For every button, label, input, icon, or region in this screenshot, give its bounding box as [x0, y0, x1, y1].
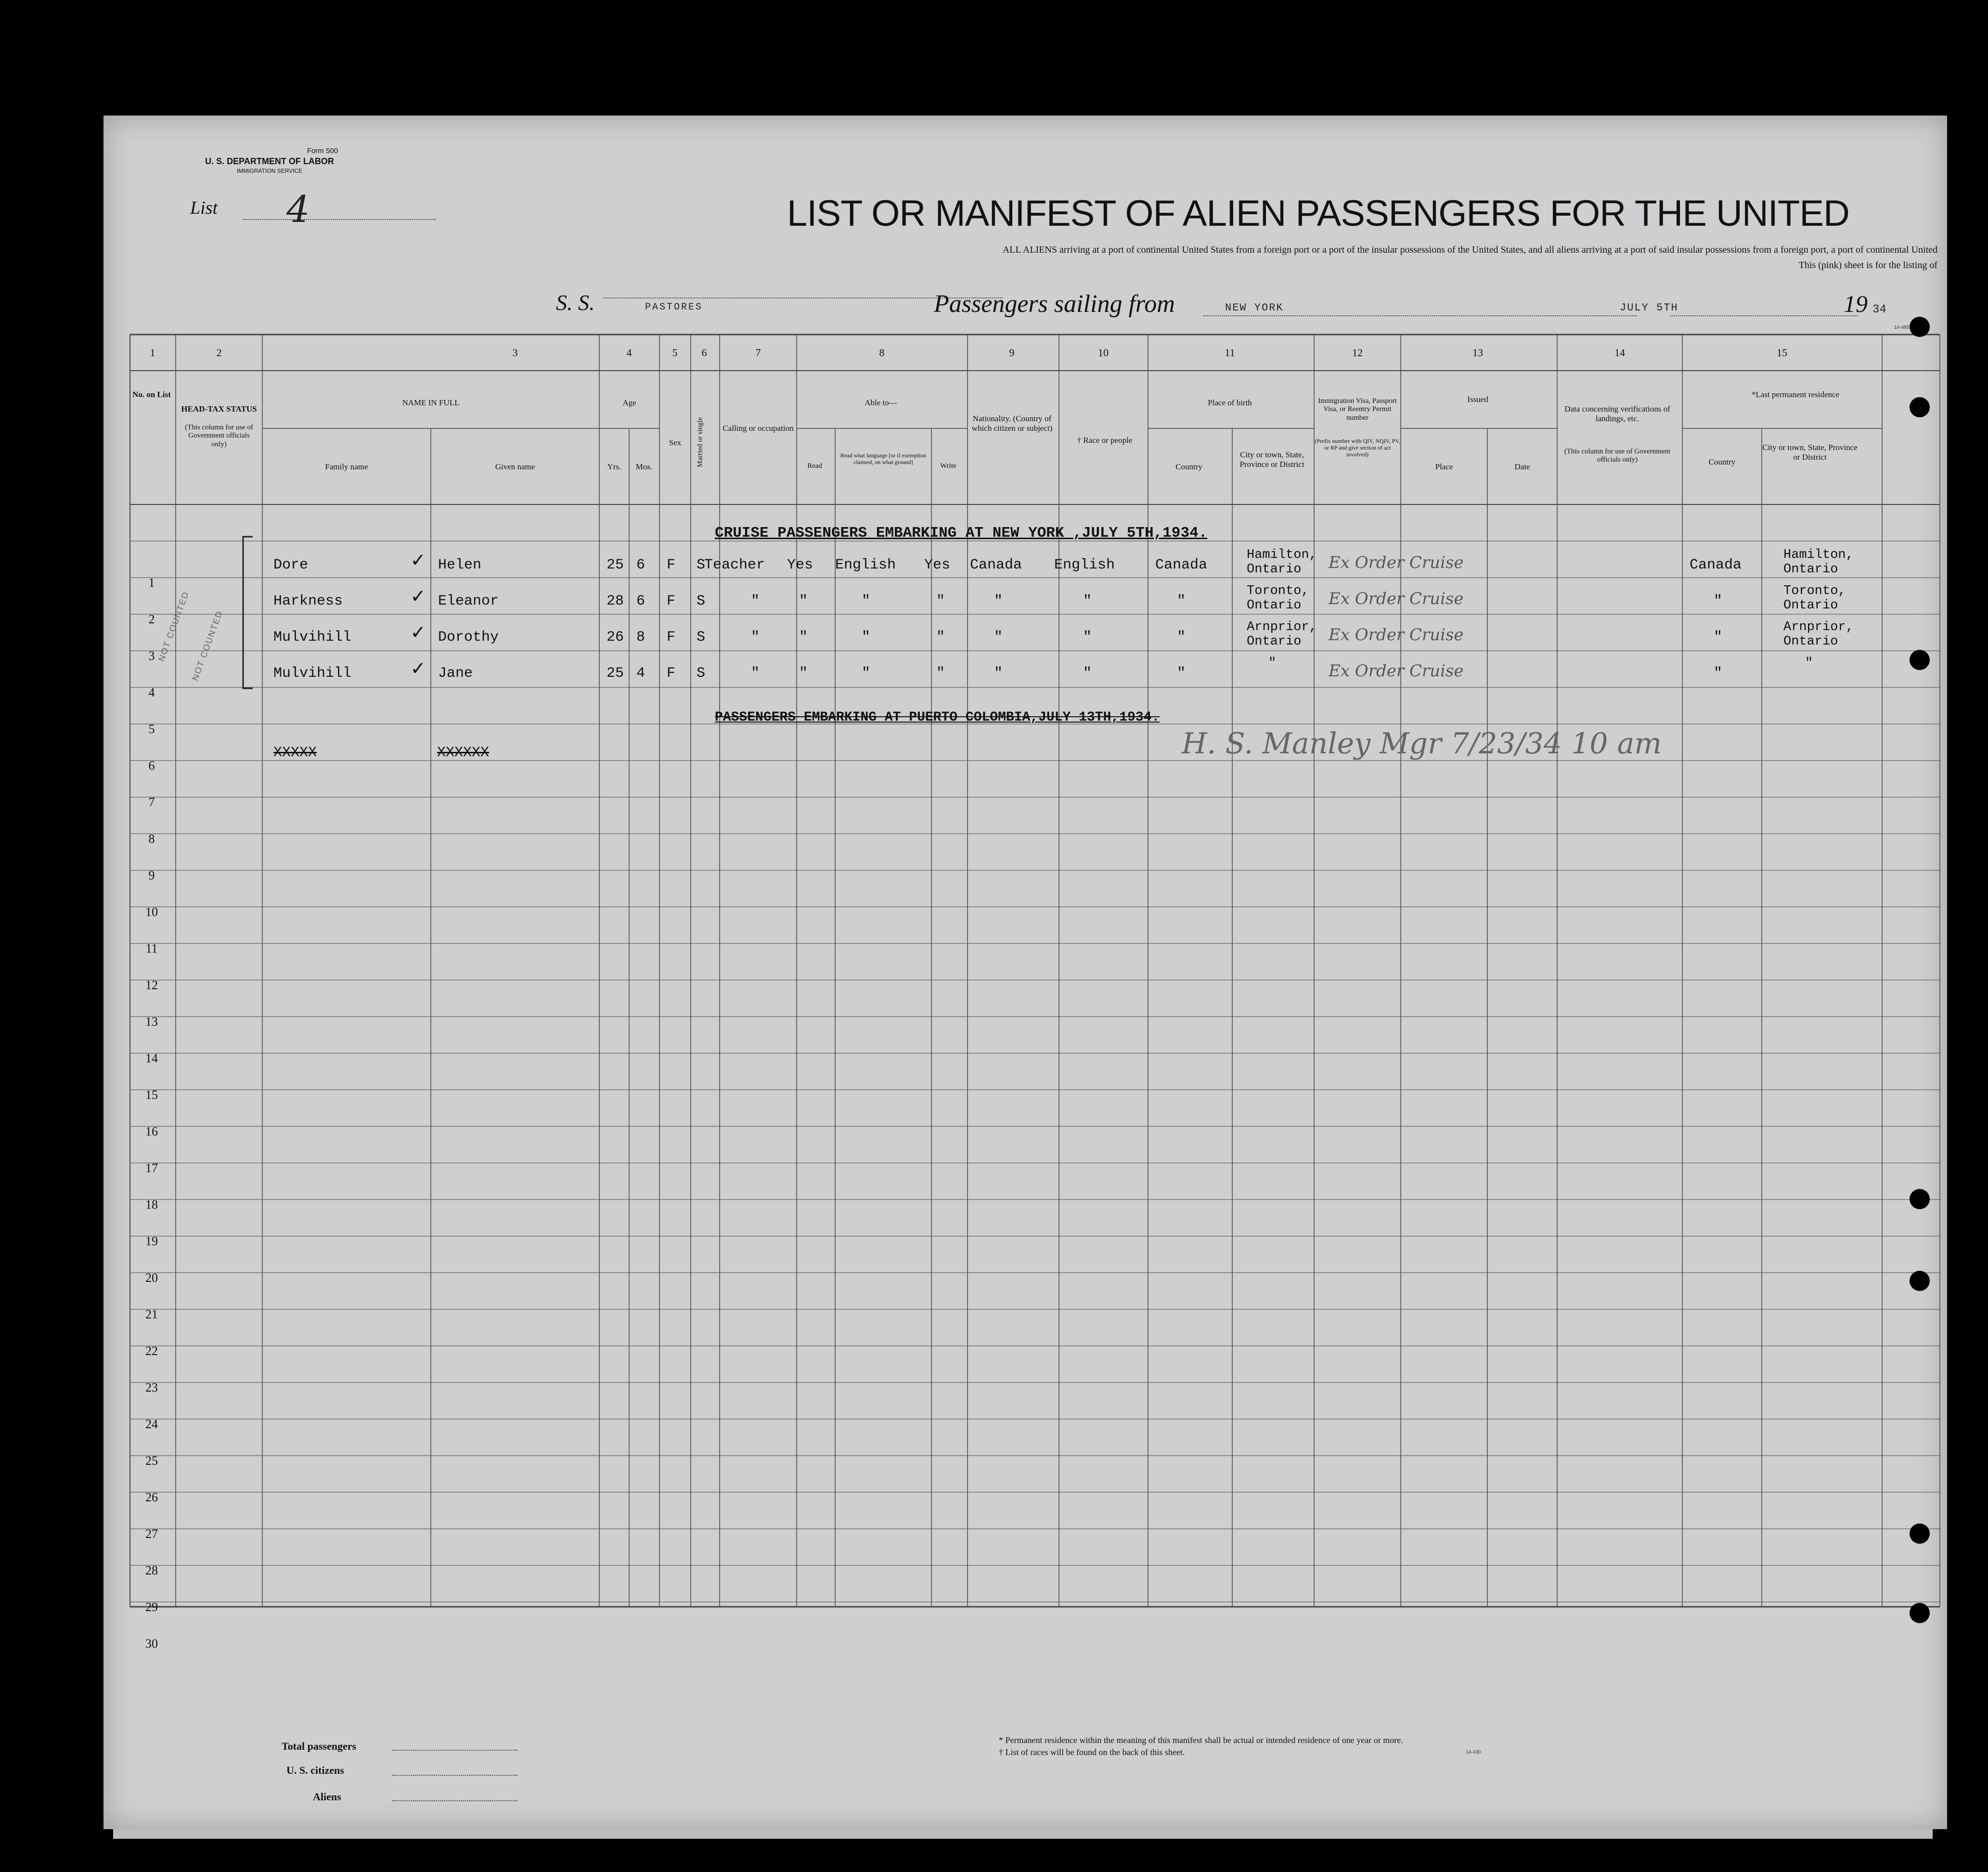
passenger-sex: F: [667, 557, 676, 573]
hdr-mos: Mos.: [635, 462, 653, 471]
passenger-can-write: ": [936, 629, 945, 646]
punch-hole: [1910, 1603, 1930, 1623]
punch-hole: [1910, 317, 1930, 337]
row-number: 12: [145, 978, 158, 992]
hdr-write: Write: [940, 462, 956, 470]
passenger-given-name: Eleanor: [438, 593, 499, 609]
row-number: 26: [145, 1490, 158, 1504]
row-number: 10: [145, 905, 158, 919]
row-number: 28: [145, 1563, 158, 1577]
row-number: 4: [148, 685, 155, 699]
passenger-occupation: ": [751, 593, 760, 609]
not-counted-stamp-2: NOT COUNTED: [190, 609, 225, 682]
hdr-read: Read: [807, 462, 822, 470]
column-number: 4: [626, 347, 632, 359]
row-number: 17: [145, 1161, 158, 1175]
column-number: 5: [672, 347, 678, 359]
hdr-head-tax: HEAD-TAX STATUS: [181, 404, 257, 413]
passenger-occupation: Teacher: [704, 557, 765, 573]
hdr-yrs: Yrs.: [607, 462, 621, 471]
passenger-age-months: 6: [636, 557, 645, 573]
passenger-family-name: Mulvihill: [273, 665, 352, 682]
passenger-birth-province: Ontario: [1247, 562, 1302, 577]
row-number: 6: [148, 759, 155, 773]
hdr-family-name: Family name: [325, 462, 368, 471]
column-number: 12: [1352, 347, 1363, 359]
check-mark: ✓: [412, 549, 425, 573]
hdr-issued: Issued: [1467, 395, 1488, 404]
passenger-age-years: 28: [607, 593, 624, 609]
hdr-res-city: City or town, State, Province or District: [1762, 443, 1858, 462]
column-number: 11: [1225, 347, 1235, 359]
passenger-can-read: ": [799, 593, 808, 609]
sailing-label: Passengers sailing from: [934, 290, 1175, 318]
passenger-given-name: Helen: [438, 557, 482, 573]
row-number: 19: [145, 1234, 158, 1248]
passenger-language: English: [835, 557, 896, 573]
passenger-birth-city: ": [1268, 656, 1277, 671]
row6-family: XXXXX: [273, 745, 317, 761]
manifest-subtitle-1: ALL ALIENS arriving at a port of continental United States from a foreign port or a port of the insular possessions of the United States, and all aliens arriving at a port of said insular possessions from a foreign port, a port of continental United: [1002, 245, 1937, 255]
passenger-age-years: 25: [607, 557, 624, 573]
hdr-sex: Sex: [669, 438, 682, 447]
row-number: 24: [145, 1417, 158, 1431]
passenger-race: English: [1054, 557, 1115, 573]
passenger-birth-province: Ontario: [1247, 598, 1302, 613]
hdr-name-in-full: NAME IN FULL: [402, 398, 460, 407]
hdr-data-concerning: Data concerning verifications of landings, etc.: [1564, 404, 1670, 423]
passenger-age-years: 25: [607, 665, 624, 682]
year-suffix: 34: [1872, 303, 1886, 316]
row-number: 21: [145, 1307, 158, 1321]
corner-code: 14-485: [1894, 325, 1910, 330]
passenger-sex: F: [667, 665, 676, 682]
passenger-birth-city: Hamilton,: [1247, 548, 1317, 562]
passenger-residence-province: Ontario: [1783, 598, 1838, 613]
column-number: 15: [1777, 347, 1787, 359]
hdr-race: † Race or people: [1077, 436, 1133, 445]
passenger-race: ": [1083, 593, 1092, 609]
hdr-no-on-list: No. on List: [132, 390, 171, 399]
footnote-races: † List of races will be found on the back of this sheet.: [999, 1747, 1185, 1757]
hdr-last-residence: *Last permanent residence: [1751, 390, 1840, 399]
passenger-nationality: ": [994, 665, 1003, 682]
row-number: 27: [145, 1527, 158, 1541]
passenger-visa: Ex Order Cruise: [1329, 553, 1464, 572]
aliens-field[interactable]: [392, 1800, 517, 1801]
total-passengers-field[interactable]: [392, 1750, 517, 1751]
column-number: 13: [1472, 347, 1483, 359]
column-number: 3: [512, 347, 518, 359]
total-passengers-label: Total passengers: [282, 1740, 357, 1752]
list-number: 4: [286, 188, 310, 231]
passenger-can-read: ": [799, 629, 808, 646]
passenger-can-read: ": [799, 665, 808, 682]
passenger-marital-status: S: [697, 593, 706, 609]
check-mark: ✓: [412, 658, 425, 682]
passenger-can-read: Yes: [787, 557, 813, 573]
passenger-language: ": [862, 593, 871, 609]
hdr-country: Country: [1175, 462, 1202, 471]
row-number: 20: [145, 1271, 158, 1285]
hdr-read-what: Read what language [or if exemption claimed, on what ground]: [840, 452, 927, 465]
passenger-nationality: ": [994, 593, 1003, 609]
passenger-occupation: ": [751, 665, 760, 682]
row-number: 8: [148, 832, 155, 846]
passenger-marital-status: S: [697, 629, 706, 646]
row-number: 1: [148, 576, 155, 590]
service: IMMIGRATION SERVICE: [236, 168, 303, 174]
punch-hole: [1910, 650, 1930, 670]
passenger-can-write: ": [936, 665, 945, 682]
inspector-signature: H. S. Manley Mgr 7/23/34 10 am: [1182, 727, 1662, 761]
check-mark: ✓: [412, 621, 425, 646]
passenger-age-months: 4: [636, 665, 645, 682]
check-mark: ✓: [412, 585, 425, 609]
row-number: 14: [145, 1051, 158, 1065]
passenger-nationality: Canada: [970, 557, 1022, 573]
hdr-date: Date: [1514, 462, 1530, 471]
form-number: Form 500: [307, 147, 338, 155]
row-number: 11: [145, 942, 158, 955]
bracket: [233, 534, 262, 693]
row-number: 15: [145, 1088, 158, 1102]
passenger-race: ": [1083, 665, 1092, 682]
passenger-can-write: Yes: [924, 557, 951, 573]
hdr-head-tax-note: (This column for use of Government officials only): [185, 424, 253, 448]
passenger-marital-status: S: [697, 665, 706, 682]
department: U. S. DEPARTMENT OF LABOR: [205, 156, 334, 166]
passenger-residence-country: Canada: [1690, 557, 1742, 573]
punch-hole: [1910, 1271, 1930, 1291]
column-number: 8: [879, 347, 885, 359]
passenger-age-months: 8: [636, 629, 645, 646]
passenger-birth-country: ": [1177, 593, 1186, 609]
hdr-place: Place: [1435, 462, 1453, 471]
ss-label: S. S.: [556, 290, 595, 315]
manifest-subtitle-2: This (pink) sheet is for the listing of: [1798, 260, 1937, 271]
aliens-label: Aliens: [313, 1791, 341, 1803]
passenger-can-write: ": [936, 593, 945, 609]
hdr-visa: Immigration Visa, Passport Visa, or Reentry Permit number: [1318, 397, 1397, 422]
from-port: NEW YORK: [1225, 302, 1284, 314]
row-number: 22: [145, 1344, 158, 1358]
passenger-residence-city: ": [1805, 656, 1813, 671]
row6-given: XXXXXX: [437, 745, 490, 761]
hdr-visa-note: (Prefix number with QIV, NQIV, PV, or RP and give section of act involved): [1315, 438, 1400, 458]
passenger-nationality: ": [994, 629, 1003, 646]
row-number: 30: [145, 1637, 158, 1651]
hdr-nationality: Nationality. (Country of which citizen or subject): [971, 414, 1053, 433]
passenger-race: ": [1083, 629, 1092, 646]
ship-name: PASTORES: [645, 302, 703, 313]
row-number: 18: [145, 1198, 158, 1212]
column-number: 7: [755, 347, 761, 359]
passenger-given-name: Dorothy: [438, 629, 499, 646]
us-citizens-field[interactable]: [392, 1775, 517, 1776]
passenger-family-name: Mulvihill: [273, 629, 352, 646]
passenger-family-name: Dore: [273, 557, 309, 573]
footnote-residence: * Permanent residence within the meaning of this manifest shall be actual or intended residence of one year or more.: [999, 1735, 1403, 1745]
row-number: 7: [148, 795, 155, 809]
manifest-title: LIST OR MANIFEST OF ALIEN PASSENGERS FOR THE UNITED: [787, 193, 1849, 234]
passenger-occupation: ": [751, 629, 760, 646]
passenger-language: ": [862, 629, 871, 646]
table-grid: [103, 116, 1947, 1829]
manifest-sheet: [103, 116, 1947, 1829]
hdr-city: City or town, State, Province or District: [1239, 450, 1304, 469]
hdr-age: Age: [622, 398, 636, 407]
sailing-date: JULY 5TH: [1620, 302, 1678, 314]
passenger-birth-province: Ontario: [1247, 634, 1302, 649]
row-number: 13: [145, 1015, 158, 1029]
row-number: 23: [145, 1381, 158, 1394]
passenger-residence-city: Toronto,: [1783, 584, 1846, 598]
passenger-given-name: Jane: [438, 665, 473, 682]
hdr-data-note: (This column for use of Government officials only): [1564, 448, 1671, 464]
hdr-calling: Calling or occupation: [723, 424, 794, 433]
struck-banner: PASSENGERS EMBARKING AT PUERTO COLOMBIA,JULY 13TH,1934.: [715, 710, 1160, 725]
passenger-marital-status: S: [697, 557, 706, 573]
passenger-birth-country: Canada: [1155, 557, 1208, 573]
passenger-family-name: Harkness: [273, 593, 343, 609]
row-number: 9: [148, 868, 155, 882]
passenger-age-months: 6: [636, 593, 645, 609]
passenger-residence-province: Ontario: [1783, 634, 1838, 649]
passenger-visa: Ex Order Cruise: [1329, 625, 1464, 645]
hdr-married: Married or single: [696, 417, 704, 467]
footer-code: 14-430: [1466, 1750, 1481, 1755]
passenger-residence-city: Hamilton,: [1783, 548, 1854, 562]
column-number: 9: [1009, 347, 1015, 359]
passenger-visa: Ex Order Cruise: [1329, 589, 1464, 608]
row-number: 29: [145, 1600, 158, 1614]
passenger-residence-province: Ontario: [1783, 562, 1838, 577]
passenger-birth-country: ": [1177, 665, 1186, 682]
hdr-place-of-birth: Place of birth: [1208, 398, 1252, 407]
not-counted-stamp: NOT COUNTED: [156, 590, 191, 663]
passenger-birth-city: Toronto,: [1247, 584, 1309, 598]
passenger-residence-country: ": [1714, 665, 1723, 682]
passenger-residence-country: ": [1714, 629, 1723, 646]
column-number: 14: [1614, 347, 1625, 359]
row-number: 5: [148, 722, 155, 736]
passenger-visa: Ex Order Cruise: [1329, 661, 1464, 681]
year-prefix: 19: [1844, 290, 1868, 317]
passenger-age-years: 26: [607, 629, 624, 646]
column-number: 10: [1098, 347, 1109, 359]
passenger-birth-country: ": [1177, 629, 1186, 646]
column-number: 6: [701, 347, 707, 359]
punch-hole: [1910, 1189, 1930, 1209]
column-number: 1: [150, 347, 155, 359]
hdr-res-country: Country: [1708, 457, 1736, 466]
passenger-sex: F: [667, 593, 676, 609]
cruise-banner: CRUISE PASSENGERS EMBARKING AT NEW YORK ,JULY 5TH,1934.: [715, 525, 1208, 542]
row-number: 2: [148, 612, 155, 626]
us-citizens-label: U. S. citizens: [286, 1764, 344, 1776]
list-label: List: [190, 198, 218, 218]
passenger-residence-country: ": [1714, 593, 1723, 609]
column-number: 2: [216, 347, 222, 359]
passenger-sex: F: [667, 629, 676, 646]
passenger-language: ": [862, 665, 871, 682]
hdr-able-to: Able to—: [865, 398, 897, 407]
hdr-given-name: Given name: [495, 462, 535, 471]
row-number: 16: [145, 1124, 158, 1138]
punch-hole: [1910, 397, 1930, 417]
row-number: 3: [148, 649, 155, 663]
passenger-residence-city: Arnprior,: [1783, 620, 1854, 634]
punch-hole: [1910, 1523, 1930, 1544]
row-number: 25: [145, 1454, 158, 1468]
passenger-birth-city: Arnprior,: [1247, 620, 1317, 634]
